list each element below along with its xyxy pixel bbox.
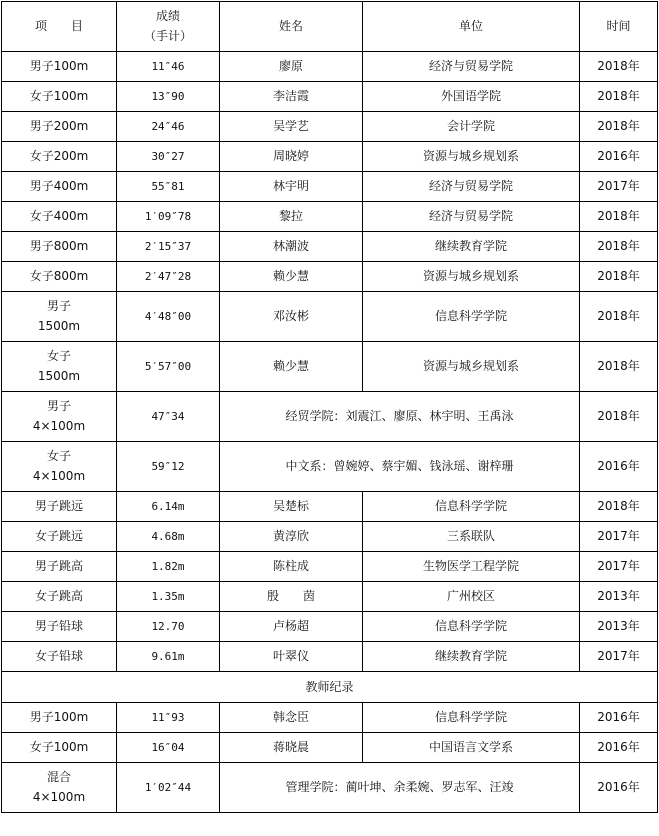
- event-cell: 男子跳高: [2, 552, 117, 582]
- header-event: 项 目: [2, 2, 117, 52]
- table-row: [2, 202, 658, 232]
- name-cell: 陈柱成: [220, 552, 363, 582]
- year-cell: 2017年: [580, 552, 658, 582]
- event-cell: 女子跳高: [2, 582, 117, 612]
- header-row: [2, 2, 658, 52]
- unit-cell: 广州校区: [363, 582, 580, 612]
- year-cell: 2016年: [580, 142, 658, 172]
- name-cell: 周晓婷: [220, 142, 363, 172]
- event-cell: 女子100m: [2, 733, 117, 763]
- name-cell: 赖少慧: [220, 262, 363, 292]
- name-cell: 卢杨超: [220, 612, 363, 642]
- event-cell: 男子400m: [2, 172, 117, 202]
- name-cell: 廖原: [220, 52, 363, 82]
- event-cell: 男子800m: [2, 232, 117, 262]
- year-cell: 2018年: [580, 202, 658, 232]
- result-cell: 4.68m: [117, 522, 220, 552]
- table-row: [2, 392, 658, 442]
- year-cell: 2017年: [580, 642, 658, 672]
- result-cell: 11″93: [117, 703, 220, 733]
- name-cell: 李洁霞: [220, 82, 363, 112]
- name-cell: 林宇明: [220, 172, 363, 202]
- name-cell: 黄淳欣: [220, 522, 363, 552]
- name-cell: 黎拉: [220, 202, 363, 232]
- name-cell: 韩念臣: [220, 703, 363, 733]
- table-row: [2, 342, 658, 392]
- result-cell: 30″27: [117, 142, 220, 172]
- result-cell: 6.14m: [117, 492, 220, 522]
- table-row: [2, 763, 658, 813]
- result-cell: 1′09″78: [117, 202, 220, 232]
- result-cell: 5′57″00: [117, 342, 220, 392]
- year-cell: 2018年: [580, 492, 658, 522]
- year-cell: 2018年: [580, 392, 658, 442]
- year-cell: 2018年: [580, 232, 658, 262]
- year-cell: 2018年: [580, 342, 658, 392]
- year-cell: 2018年: [580, 82, 658, 112]
- unit-cell: 信息科学学院: [363, 703, 580, 733]
- unit-cell: 信息科学学院: [363, 612, 580, 642]
- header-year: 时间: [580, 2, 658, 52]
- result-cell: 16″04: [117, 733, 220, 763]
- header-result: 成绩 （手计）: [117, 2, 220, 52]
- header-name: 姓名: [220, 2, 363, 52]
- table-row: [2, 292, 658, 342]
- name-cell: 叶翠仪: [220, 642, 363, 672]
- event-cell: 女子200m: [2, 142, 117, 172]
- unit-cell: 继续教育学院: [363, 232, 580, 262]
- unit-cell: 信息科学学院: [363, 492, 580, 522]
- result-cell: 1.82m: [117, 552, 220, 582]
- unit-cell: 资源与城乡规划系: [363, 342, 580, 392]
- table-row: [2, 522, 658, 552]
- unit-cell: 经济与贸易学院: [363, 202, 580, 232]
- event-cell: 女子100m: [2, 82, 117, 112]
- name-cell: 林潮波: [220, 232, 363, 262]
- relay-team-cell: 经贸学院：刘震江、廖原、林宇明、王禹泳: [220, 392, 580, 442]
- relay-team-cell: 管理学院：蔺叶坤、余柔婉、罗志军、汪竣: [220, 763, 580, 813]
- year-cell: 2017年: [580, 522, 658, 552]
- year-cell: 2016年: [580, 763, 658, 813]
- result-cell: 1′02″44: [117, 763, 220, 813]
- table-row: [2, 582, 658, 612]
- table-row: [2, 733, 658, 763]
- event-cell: 混合 4×100m: [2, 763, 117, 813]
- table-row: [2, 612, 658, 642]
- result-cell: 11″46: [117, 52, 220, 82]
- event-cell: 男子跳远: [2, 492, 117, 522]
- unit-cell: 三系联队: [363, 522, 580, 552]
- table-row: [2, 642, 658, 672]
- year-cell: 2017年: [580, 172, 658, 202]
- unit-cell: 信息科学学院: [363, 292, 580, 342]
- year-cell: 2018年: [580, 292, 658, 342]
- name-cell: 殷 茵: [220, 582, 363, 612]
- event-cell: 男子100m: [2, 703, 117, 733]
- relay-team-cell: 中文系：曾婉婷、蔡宇媚、钱泳瑶、谢梓珊: [220, 442, 580, 492]
- table-row: [2, 172, 658, 202]
- year-cell: 2018年: [580, 262, 658, 292]
- year-cell: 2018年: [580, 52, 658, 82]
- event-cell: 男子200m: [2, 112, 117, 142]
- table-row: [2, 703, 658, 733]
- event-cell: 女子跳远: [2, 522, 117, 552]
- event-cell: 男子铅球: [2, 612, 117, 642]
- teacher-section-row: [2, 672, 658, 703]
- unit-cell: 外国语学院: [363, 82, 580, 112]
- result-cell: 59″12: [117, 442, 220, 492]
- year-cell: 2016年: [580, 733, 658, 763]
- table-row: [2, 52, 658, 82]
- result-cell: 47″34: [117, 392, 220, 442]
- name-cell: 吴学艺: [220, 112, 363, 142]
- name-cell: 邓汝彬: [220, 292, 363, 342]
- table-row: [2, 262, 658, 292]
- event-cell: 男子 1500m: [2, 292, 117, 342]
- result-cell: 4′48″00: [117, 292, 220, 342]
- table-row: [2, 142, 658, 172]
- result-cell: 9.61m: [117, 642, 220, 672]
- unit-cell: 中国语言文学系: [363, 733, 580, 763]
- result-cell: 1.35m: [117, 582, 220, 612]
- result-cell: 2′15″37: [117, 232, 220, 262]
- year-cell: 2016年: [580, 703, 658, 733]
- teacher-section-title: 教师纪录: [2, 672, 658, 703]
- name-cell: 吴楚标: [220, 492, 363, 522]
- table-row: [2, 492, 658, 522]
- result-cell: 12.70: [117, 612, 220, 642]
- year-cell: 2016年: [580, 442, 658, 492]
- result-cell: 13″90: [117, 82, 220, 112]
- event-cell: 女子400m: [2, 202, 117, 232]
- unit-cell: 继续教育学院: [363, 642, 580, 672]
- event-cell: 女子铅球: [2, 642, 117, 672]
- records-table: [1, 1, 658, 813]
- table-row: [2, 82, 658, 112]
- unit-cell: 资源与城乡规划系: [363, 142, 580, 172]
- event-cell: 女子800m: [2, 262, 117, 292]
- result-cell: 55″81: [117, 172, 220, 202]
- unit-cell: 资源与城乡规划系: [363, 262, 580, 292]
- name-cell: 蒋晓晨: [220, 733, 363, 763]
- result-cell: 24″46: [117, 112, 220, 142]
- header-unit: 单位: [363, 2, 580, 52]
- table-row: [2, 552, 658, 582]
- name-cell: 赖少慧: [220, 342, 363, 392]
- table-row: [2, 442, 658, 492]
- unit-cell: 生物医学工程学院: [363, 552, 580, 582]
- year-cell: 2013年: [580, 582, 658, 612]
- unit-cell: 经济与贸易学院: [363, 172, 580, 202]
- year-cell: 2013年: [580, 612, 658, 642]
- unit-cell: 会计学院: [363, 112, 580, 142]
- event-cell: 女子 4×100m: [2, 442, 117, 492]
- event-cell: 女子 1500m: [2, 342, 117, 392]
- table-row: [2, 112, 658, 142]
- event-cell: 男子 4×100m: [2, 392, 117, 442]
- year-cell: 2018年: [580, 112, 658, 142]
- table-row: [2, 232, 658, 262]
- event-cell: 男子100m: [2, 52, 117, 82]
- unit-cell: 经济与贸易学院: [363, 52, 580, 82]
- result-cell: 2′47″28: [117, 262, 220, 292]
